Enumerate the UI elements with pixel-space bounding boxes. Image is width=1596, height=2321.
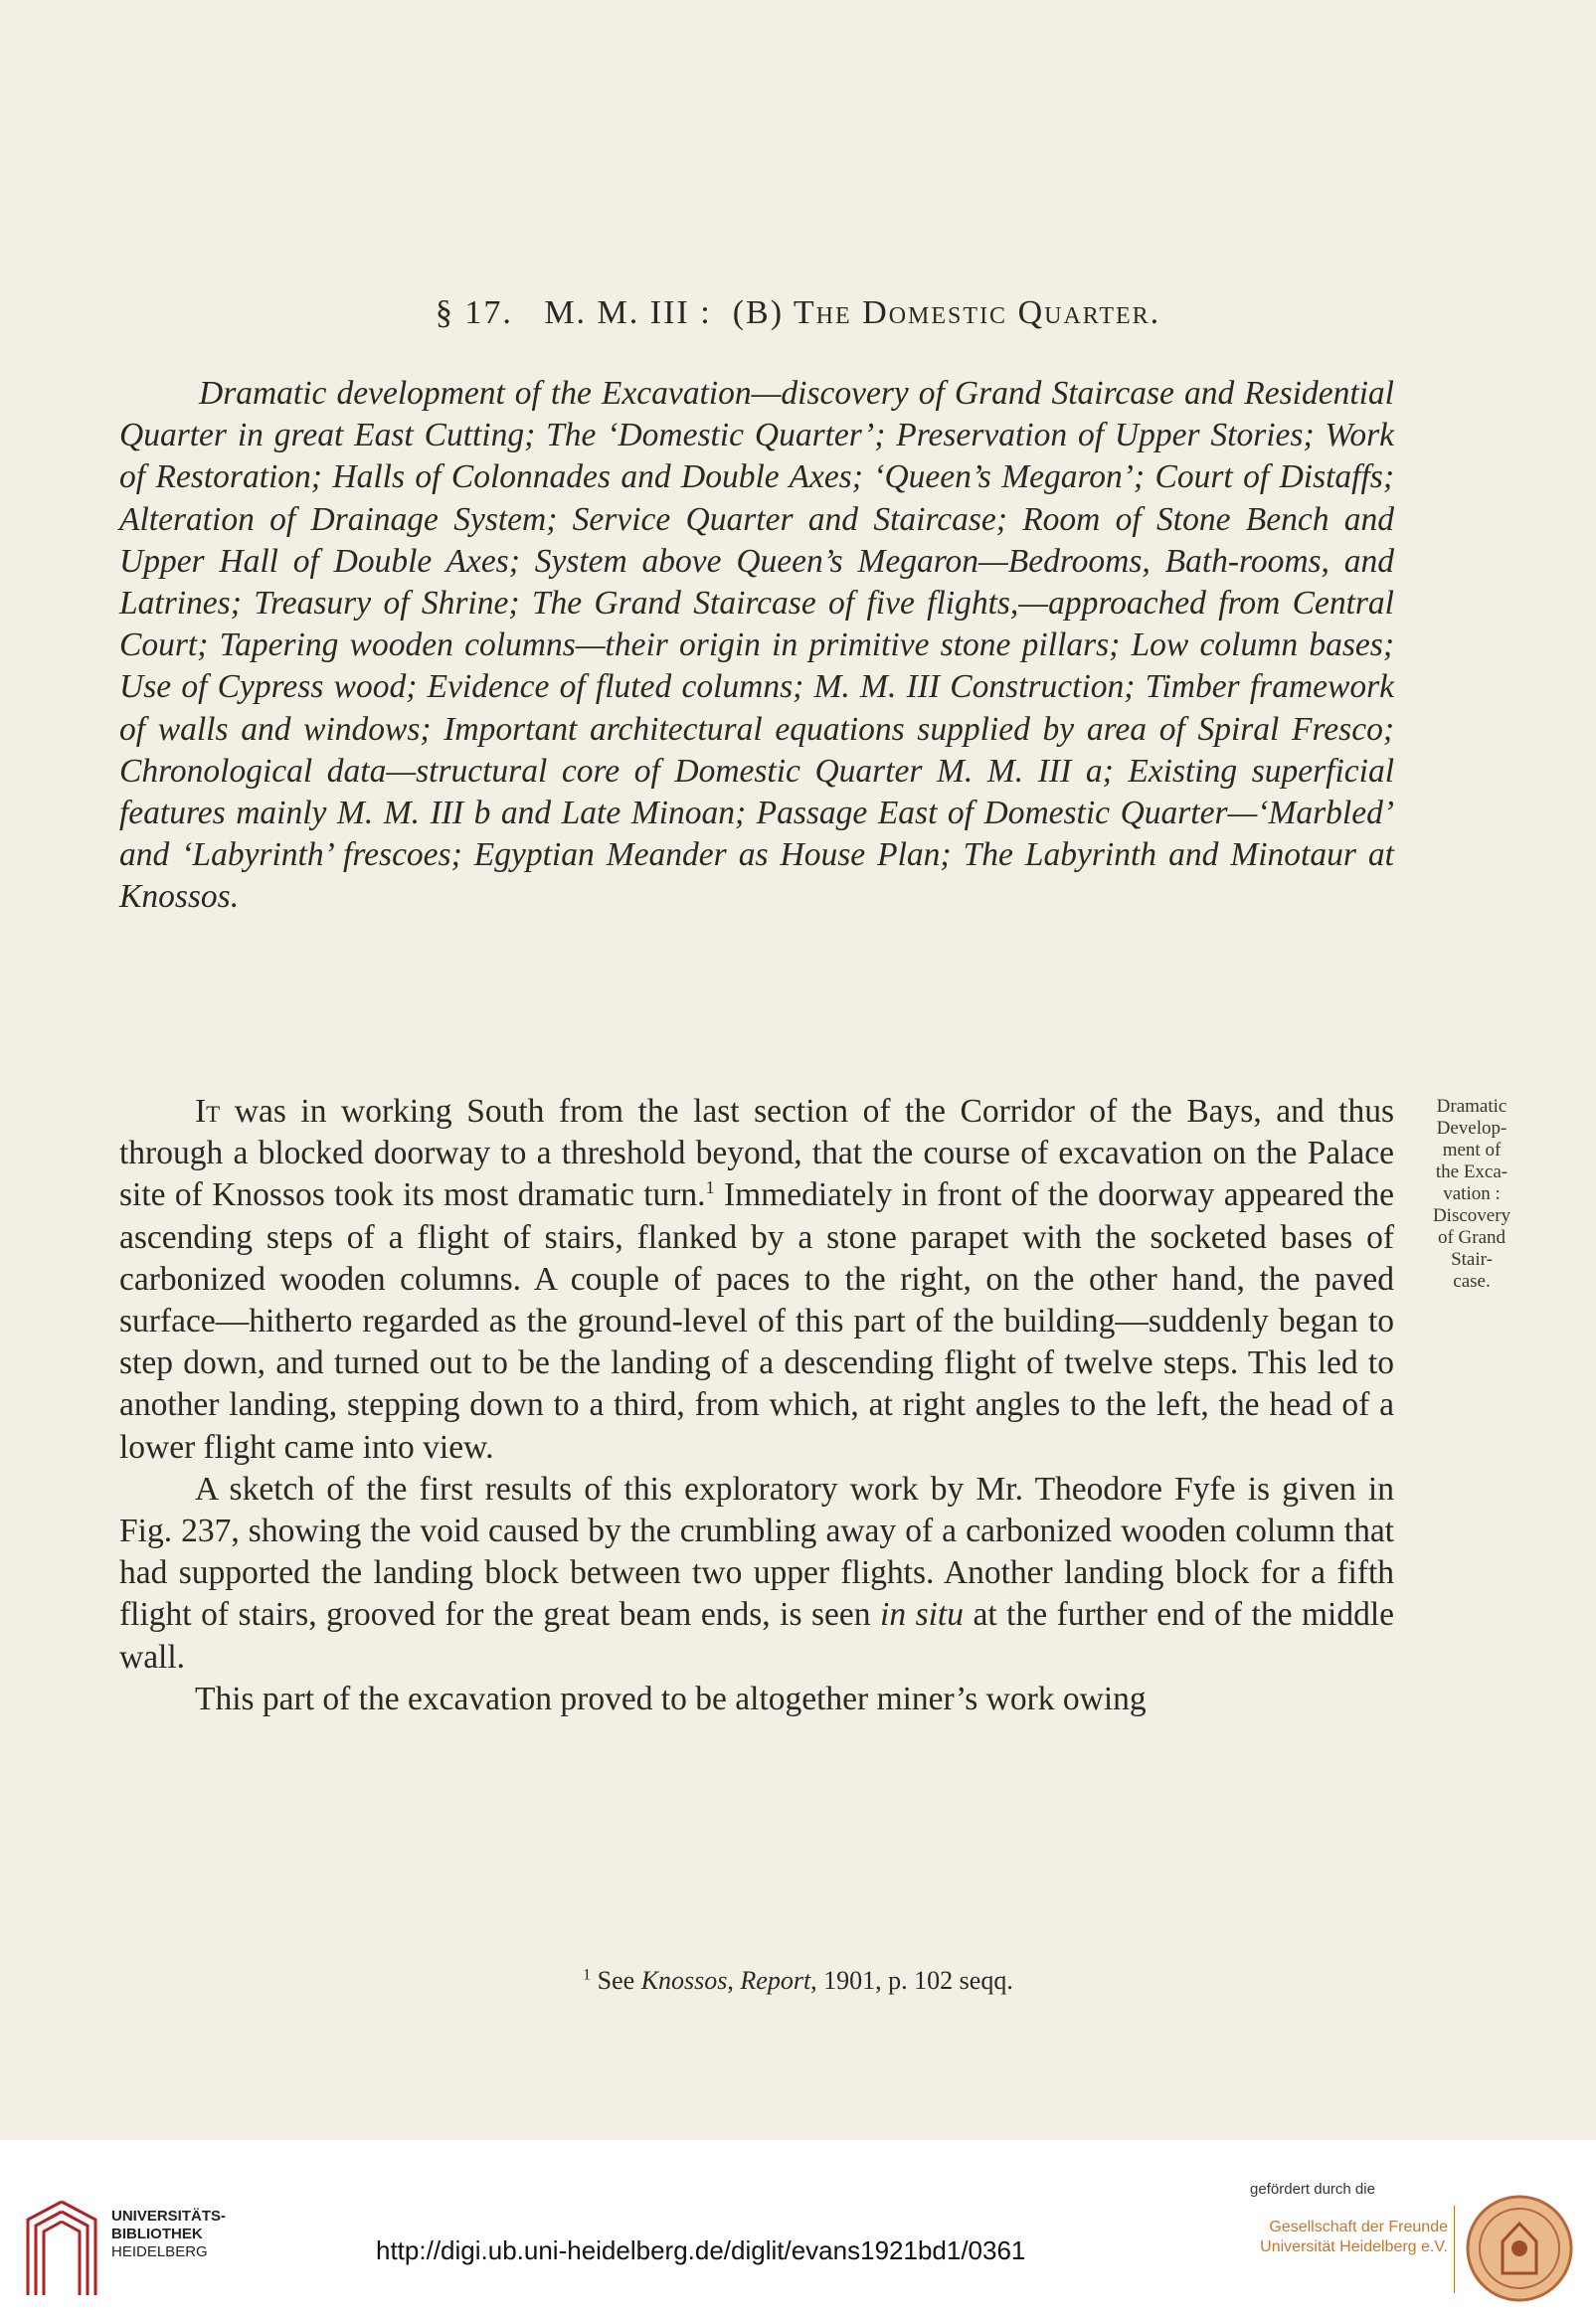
paragraph-text: was in working South from the last section of the Corridor of the Bays, and thus through a blocked doorway to a threshold beyond, that the course of excavation on the Palace site of Knossos took its most dramatic turn.: [119, 1093, 1394, 1214]
footnote-ref[interactable]: 1: [705, 1177, 715, 1198]
funder-line: Universität Heidelberg e.V.: [1260, 2238, 1448, 2255]
margin-note-line: case.: [1453, 1271, 1491, 1292]
margin-note-line: ment of: [1442, 1140, 1502, 1160]
divider: [1454, 2206, 1455, 2293]
paragraph-text: Immediately in front of the doorway appeared the ascending steps of a flight of stairs, flanked by a stone parapet with the socketed bases of carbonized wooden columns. A couple of paces to the right, on the other hand, the paved surface—hitherto regarded as the ground-level of this part of the building—suddenly began to step down, and turned out to be the landing of a descending flight of twelve steps. This led to another landing, stepping down to a third, from which, at right angles to the left, the head of a lower flight came into view.: [119, 1176, 1394, 1466]
paragraph-3: This part of the excavation proved to be altogether miner’s work owing: [195, 1680, 1147, 1717]
italic-phrase: in situ: [880, 1596, 964, 1634]
chapter-synopsis: Dramatic development of the Excavation—discovery of Grand Staircase and Residential Quarter in great East Cutting; The ‘Domestic Quarter’; Preservation of Upper Stories; Work of Restoration; Halls of Colonnades and Double Axes; ‘Queen’s Megaron’; Court of Distaffs; Alteration of Drainage System; Service Quarter and Staircase; Room of Stone Bench and Upper Hall of Double Axes; System above Queen’s Megaron—Bedrooms, Bath-rooms, and Latrines; Treasury of Shrine; The Grand Staircase of five flights,—approached from Central Court; Tapering wooden columns—their origin in primitive stone pillars; Low column bases; Use of Cypress wood; Evidence of fluted columns; M. M. III Construction; Timber framework of walls and windows; Important architectural equations supplied by area of Spiral Fresco; Chronological data—structural core of Domestic Quarter M. M. III a; Existing superficial features mainly M. M. III b and Late Minoan; Passage East of Domestic Quarter—‘Marbled’ and ‘Labyrinth’ frescoes; Egyptian Meander as House Plan; The Labyrinth and Minotaur at Knossos.: [119, 375, 1394, 916]
funded-by-label: gefördert durch die: [1250, 2181, 1375, 2198]
paragraph-text: at the further end of the middle wall.: [119, 1596, 1394, 1676]
margin-note-line: of Grand: [1437, 1227, 1507, 1248]
footnote-text: , 1901, p. 102 seqq.: [810, 1966, 1013, 1995]
funder-line: Gesellschaft der Freunde: [1269, 2219, 1448, 2235]
margin-note-line: Stair-: [1451, 1249, 1493, 1270]
margin-note-line: Dramatic: [1436, 1096, 1507, 1117]
footnote-text: See: [597, 1966, 641, 1995]
main-text: [119, 1091, 1394, 1720]
margin-note-line: Develop-: [1436, 1118, 1507, 1139]
footnote-number: 1: [583, 1966, 592, 1984]
paragraph-text: A sketch of the first results of this exploratory work by Mr. Theodore Fyfe is given in Fig. 237, showing the void caused by the crumbling away of a carbonized wooden column that had supported the landing block between two upper flights. Another landing block for a fifth flight of stairs, grooved for the great beam ends, is seen: [119, 1470, 1394, 1634]
section-separator: :: [700, 294, 712, 331]
library-name-line: UNIVERSITÄTS-: [111, 2208, 227, 2225]
library-name: [111, 2208, 226, 2261]
library-logo-icon: [22, 2196, 101, 2299]
section-period: M. M. III: [544, 294, 690, 331]
footnote-report: Report: [740, 1966, 811, 1995]
section-title: (B) The Domestic Quarter.: [732, 294, 1161, 331]
margin-note: [1417, 1096, 1526, 1293]
paragraph-lead: It: [195, 1093, 221, 1130]
footnote-text: ,: [727, 1966, 741, 1995]
paragraph-2: [119, 1469, 1394, 1679]
university-seal-icon: [1465, 2194, 1574, 2303]
permalink-url[interactable]: http://digi.ub.uni-heidelberg.de/diglit/evans1921bd1/0361: [376, 2235, 1026, 2265]
paragraph-1: [119, 1091, 1394, 1469]
margin-note-line: Discovery: [1432, 1205, 1511, 1226]
footnote-title: Knossos: [640, 1966, 728, 1995]
section-number: § 17.: [435, 294, 513, 331]
library-name-line: HEIDELBERG: [111, 2243, 208, 2260]
footnote: [0, 1966, 1596, 1996]
margin-note-line: vation :: [1443, 1183, 1501, 1204]
section-heading: [0, 294, 1596, 332]
library-name-line: BIBLIOTHEK: [111, 2226, 203, 2242]
margin-note-line: the Exca-: [1435, 1161, 1508, 1182]
funder-name: [1209, 2218, 1448, 2257]
